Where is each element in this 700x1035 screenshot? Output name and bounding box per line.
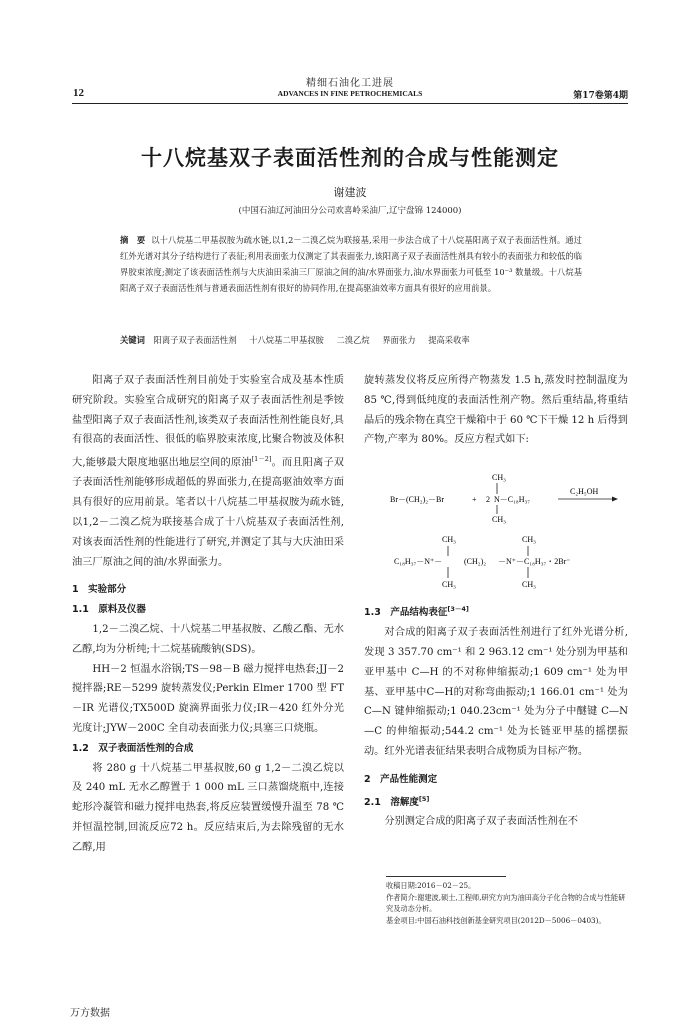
author: 谢建波 xyxy=(333,186,367,199)
methyl-bottom-left: CH₃ xyxy=(442,580,456,589)
intro-paragraph: 阳离子双子表面活性剂目前处于实验室合成及基本性质研究阶段。实验室合成研究的阳离子双子表面活性剂是季铵盐型阳离子双子表面活性剂,该类双子表面活性剂性能良好,具有很高的表面活性、很低的临界胶束浓度,比聚合物波及体积大,能够最大限度地驱出地层空间的原油[1－2]。而且阳离子双子表面活性剂能够形成超低的界面张力,在提高驱油效率方面具有很好的应用前景。笔者以十八烷基二甲基叔胺为疏水链,以1,2－二溴乙烷为联接基合成了十八烷基双子表面活性剂,对该表面活性剂的性能进行了研究,并测定了其与大庆油田采油三厂原油之间的油/水界面张力。 xyxy=(72,375,344,568)
ir-paragraph: 对合成的阳离子双子表面活性剂进行了红外光谱分析,发现 3 357.70 cm⁻¹ 和 2 963.12 cm⁻¹ 处分别为甲基和亚甲基中 C—H 的不对称伸缩振动;1 609 cm⁻¹ 处为甲基、亚甲基中C—H的对称弯曲振动;1 166.01 cm⁻¹ 处为 C—N 键伸缩振动;1 040.23cm⁻¹ 处为分子中醚键 C—N—C 的伸缩振动;544.2 cm⁻¹ 处为长链亚甲基的摇摆振动。红外光谱表征结果表明合成物质为目标产物。 xyxy=(364,627,628,757)
received-date: 收稿日期:2016－02－25。 xyxy=(386,881,476,890)
arrow-head xyxy=(612,497,618,502)
abstract xyxy=(120,232,582,296)
citation: [3－4] xyxy=(447,605,469,614)
coefficient: 2 xyxy=(486,495,490,504)
journal-english-title: ADVANCES IN FINE PETROCHEMICALS xyxy=(277,89,423,98)
methyl-top-right: CH₃ xyxy=(522,535,536,544)
left-column xyxy=(72,371,344,858)
section-heading: 1 实验部分 xyxy=(72,584,127,596)
citation: [5] xyxy=(418,794,430,803)
abstract-label: 摘 要 xyxy=(120,235,146,245)
subsection-heading: 1.1 原料及仪器 xyxy=(72,604,146,616)
amine-chain: N－C₁₈H₃₇ xyxy=(494,495,531,504)
methyl-bottom-right: CH₃ xyxy=(522,580,536,589)
citation: [1－2] xyxy=(251,455,272,464)
subsection-heading: 1.2 双子表面活性剂的合成 xyxy=(72,742,194,754)
subsection-heading: 1.3 产品结构表征[3－4] xyxy=(364,605,469,619)
keyword: 二溴乙烷 xyxy=(336,335,370,345)
product-right: －N⁺－C₁₈H₃₇・2Br⁻ xyxy=(498,557,571,566)
section-heading: 2 产品性能测定 xyxy=(364,773,438,785)
reaction-condition: C₂H₅OH xyxy=(570,487,599,496)
author-bio: 作者简介:谢建波,硕士,工程师,研究方向为油田高分子化合物的合成与性能研究及动态分析。 xyxy=(386,892,626,913)
article-title: 十八烷基双子表面活性剂的合成与性能测定 xyxy=(141,146,559,170)
journal-title: 精细石油化工进展 xyxy=(306,78,394,89)
reactant-dibromoethane: Br－(CH₂)₂－Br xyxy=(390,495,445,504)
keyword: 提高采收率 xyxy=(428,335,470,345)
keyword: 阳离子双子表面活性剂 xyxy=(153,335,237,345)
affiliation: (中国石油辽河油田分公司欢喜岭采油厂,辽宁盘锦 124000) xyxy=(238,206,462,216)
product-bridge: (CH₂)₂ xyxy=(464,557,487,566)
header-rule xyxy=(72,103,628,104)
methyl-bottom: CH₃ xyxy=(492,515,506,524)
footnote-rule xyxy=(386,876,506,877)
materials-paragraph: 1,2－二溴乙烷、十八烷基二甲基叔胺、乙酸乙酯、无水乙醇,均为分析纯;十二烷基硫酸钠(SDS)。 xyxy=(72,623,344,655)
reaction-scheme xyxy=(390,466,630,606)
synthesis-paragraph: 将 280 g 十八烷基二甲基叔胺,60 g 1,2－二溴乙烷以及 240 mL 无水乙醇置于 1 000 mL 三口蒸馏烧瓶中,连接蛇形冷凝管和磁力搅拌电热套,将反应装置缓慢升温至 78 ℃并恒温控制,回流反应72 h。反应结束后,为去除残留的无水乙醇,用 xyxy=(72,762,344,853)
keywords-label: 关键词 xyxy=(120,335,145,345)
keywords xyxy=(120,332,582,348)
instruments-paragraph: HH－2 恒温水浴锅;TS－98－B 磁力搅拌电热套;JJ－2 搅拌器;RE－5299 旋转蒸发仪;Perkin Elmer 1700 型 FT－IR 光谱仪;TX500D 旋滴界面张力仪;IR－420 红外分光光度计;JYW－200C 全自动表面张力仪;具塞三口烧瓶。 xyxy=(72,663,344,734)
solubility-paragraph: 分别测定合成的阳离子双子表面活性剂在不 xyxy=(384,816,578,828)
product-left: C₁₈H₃₇－N⁺－ xyxy=(394,557,443,566)
abstract-text: 以十八烷基二甲基叔胺为疏水链,以1,2－二溴乙烷为联接基,采用一步法合成了十八烷基阳离子双子表面活性剂。通过红外光谱对其分子结构进行了表征;利用表面张力仪测定了其表面张力,该阳离子双子表面活性剂具有较小的表面张力和较低的临界胶束浓度;测定了该表面活性剂与大庆油田采油三厂原油之间的油/水界面张力,油/水界面张力可低至 10⁻³ 数量级。十八烷基阳离子双子表面活性剂与普通表面活性剂有很好的协同作用,在提高驱油效率方面具有很好的应用前景。 xyxy=(120,235,582,293)
keyword: 界面张力 xyxy=(382,335,416,345)
subsection-heading: 2.1 溶解度[5] xyxy=(364,794,430,808)
volume-issue: 第17卷第4期 xyxy=(573,91,628,101)
methyl-top: CH₃ xyxy=(492,473,506,482)
synthesis-continued: 旋转蒸发仪将反应所得产物蒸发 1.5 h,蒸发时控制温度为 85 ℃,得到低纯度的表面活性剂产物。然后重结晶,将重结晶后的残余物在真空干燥箱中于 60 ℃下干燥 12 h 后得到产物,产率为 80%。反应方程式如下: xyxy=(364,375,628,446)
methyl-top-left: CH₃ xyxy=(442,535,456,544)
footnotes xyxy=(386,880,628,926)
funding: 基金项目:中国石油科技创新基金研究项目(2012D－5006－0403)。 xyxy=(386,915,606,925)
keyword: 十八烷基二甲基叔胺 xyxy=(249,335,324,345)
plus-sign: + xyxy=(472,495,477,504)
source-watermark: 万方数据 xyxy=(70,1008,110,1019)
page-number: 12 xyxy=(73,87,84,99)
